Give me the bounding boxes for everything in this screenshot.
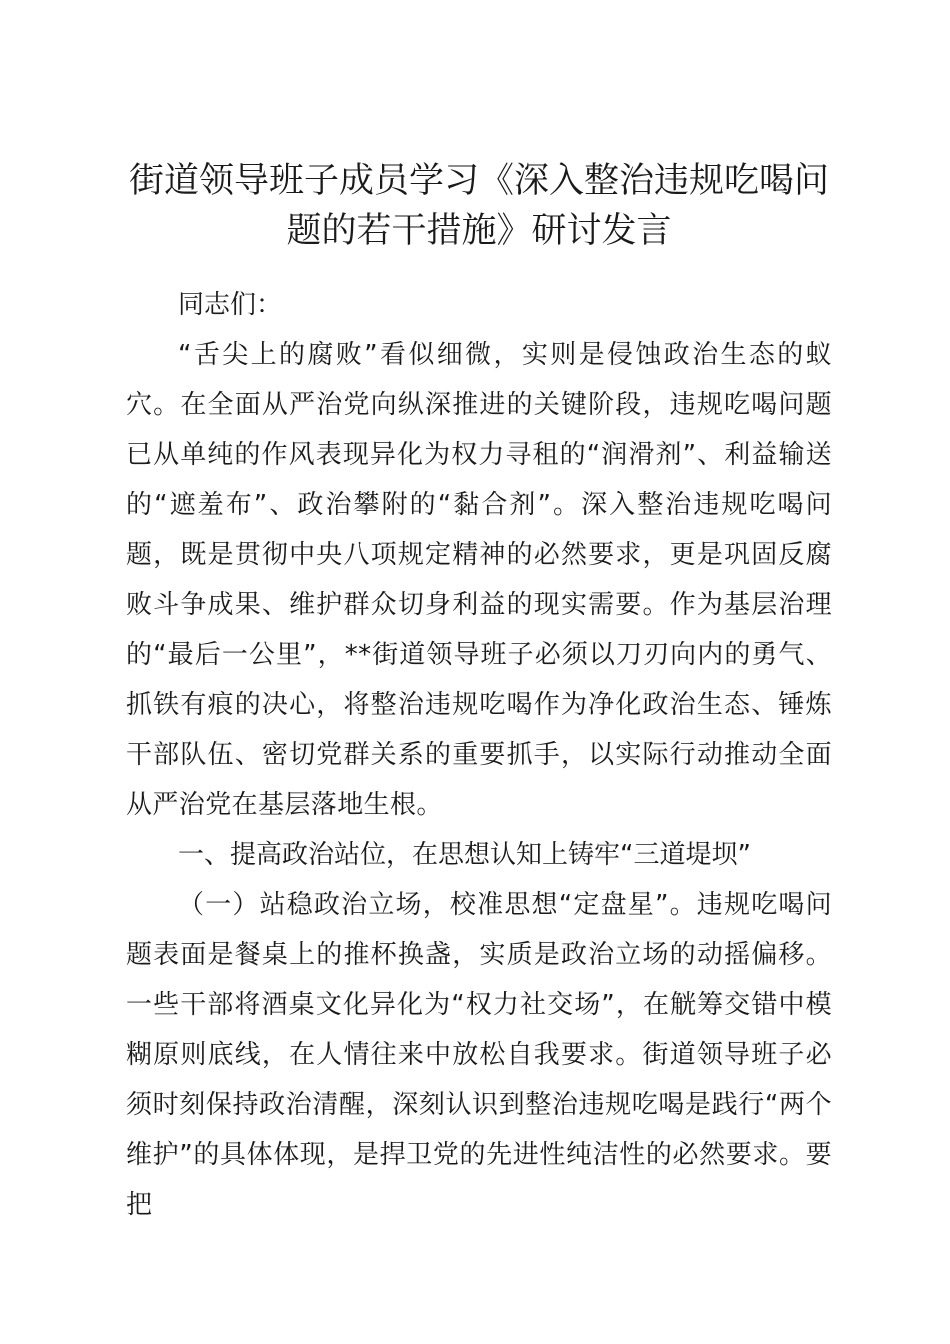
section-paragraph-1: （一）站稳政治立场，校准思想“定盘星”。违规吃喝问题表面是餐桌上的推杯换盏，实质是政治立场的动摇偏移。一些干部将酒桌文化异化为“权力社交场”，在觥筹交错中模糊原则底线，在人情往来中放松自我要求。街道领导班子必须时刻保持政治清醒，深刻认识到整治违规吃喝是践行“两个维护”的具体体现，是捍卫党的先进性纯洁性的必然要求。要把 [126, 890, 832, 1220]
document-body [126, 280, 832, 1230]
intro-paragraph: “舌尖上的腐败”看似细微，实则是侵蚀政治生态的蚁穴。在全面从严治党向纵深推进的关键阶段，违规吃喝问题已从单纯的作风表现异化为权力寻租的“润滑剂”、利益输送的“遮羞布”、政治攀附的“黏合剂”。深入整治违规吃喝问题，既是贯彻中央八项规定精神的必然要求，更是巩固反腐败斗争成果、维护群众切身利益的现实需要。作为基层治理的“最后一公里”，**街道领导班子必须以刀刃向内的勇气、抓铁有痕的决心，将整治违规吃喝作为净化政治生态、锤炼干部队伍、密切党群关系的重要抓手，以实际行动推动全面从严治党在基层落地生根。 [126, 340, 832, 820]
document-title [118, 156, 840, 256]
title-line-2: 题的若干措施》研讨发言 [286, 211, 672, 251]
section-heading-1: 一、提高政治站位，在思想认知上铸牢“三道堤坝” [178, 840, 751, 870]
title-line-1: 街道领导班子成员学习《深入整治违规吃喝问 [128, 161, 829, 201]
salutation: 同志们： [178, 290, 283, 320]
